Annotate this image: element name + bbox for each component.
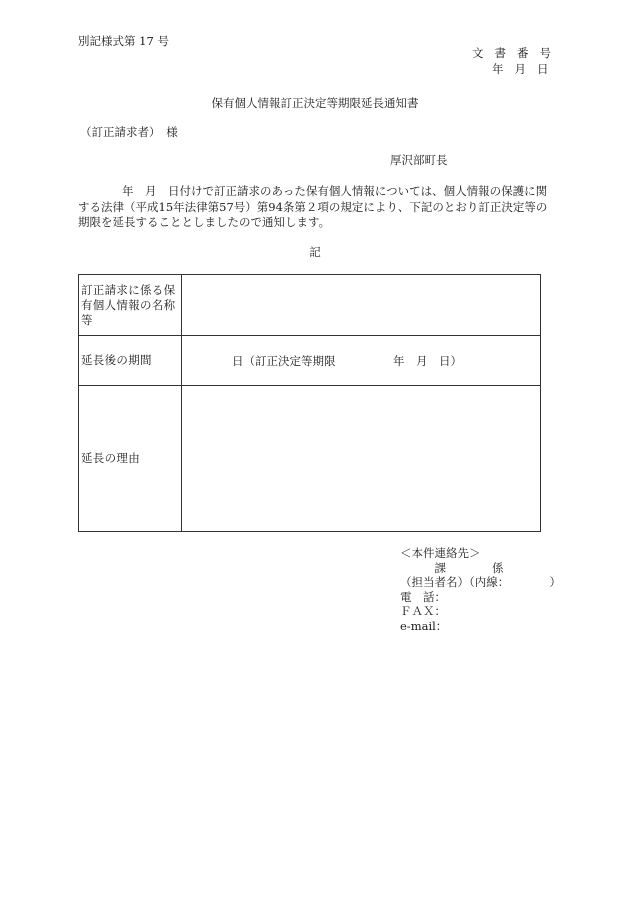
contact-person: （担当者名）（内線： ） <box>400 575 561 589</box>
extension-reason-value <box>182 386 541 532</box>
table-row <box>79 336 541 386</box>
table-row <box>79 386 541 532</box>
info-name-value <box>182 275 541 336</box>
contact-block <box>400 546 561 633</box>
extended-period-value-cell <box>182 336 541 386</box>
extension-reason-label: 延長の理由 <box>79 386 182 532</box>
ki-heading: 記 <box>309 245 321 259</box>
table-row <box>79 275 541 336</box>
body-text: 年 月 日付けで訂正請求のあった保有個人情報については、個人情報の保護に関する法律（平成15年法律第57号）第94条第２項の規定により、下記のとおり訂正決定等の期限を延長することとしましたので通知します。 <box>78 184 548 229</box>
contact-dept: 課 係 <box>400 560 504 575</box>
extended-period-label: 延長後の期間 <box>79 336 182 386</box>
info-name-label: 訂正請求に係る保有個人情報の名称等 <box>79 275 182 336</box>
extended-period-value: 日（訂正決定等期限 年 月 日） <box>232 353 462 368</box>
contact-heading: ＜本件連絡先＞ <box>400 546 481 560</box>
recipient: （訂正請求者） 様 <box>80 125 178 139</box>
contact-fax: ＦＡＸ： <box>400 604 446 618</box>
contact-phone: 電 話： <box>400 589 446 604</box>
contact-email: e-mail： <box>400 618 448 633</box>
document-date: 年月日 <box>492 62 560 76</box>
form-number: 別記様式第 17 号 <box>78 34 169 48</box>
info-table <box>78 274 541 532</box>
sender: 厚沢部町長 <box>390 153 448 167</box>
document-title: 保有個人情報訂正決定等期限延長通知書 <box>211 96 419 110</box>
document-number: 文書番号 <box>472 46 562 60</box>
